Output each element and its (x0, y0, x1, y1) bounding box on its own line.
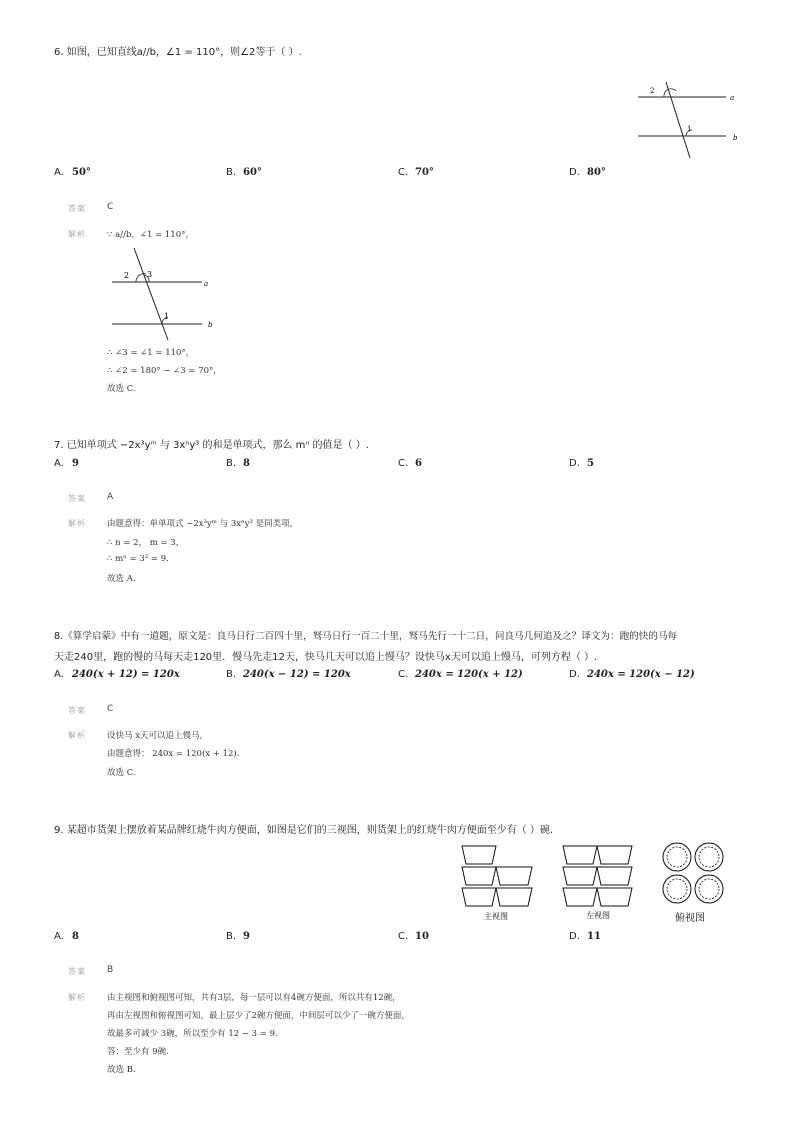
q6-option-b-value: 60° (243, 167, 262, 178)
q9-top-view-label: 俯视图 (675, 913, 705, 924)
q6-analysis-line: ∴ ∠3 = ∠1 = 110°， (107, 348, 195, 358)
q8-option-b-value: 240(x − 12) = 120x (243, 669, 351, 680)
q8-analysis-label: 解析 (68, 731, 86, 740)
q6-angle2-label: 2 (650, 87, 655, 95)
q9-option-b-letter: B. (226, 931, 237, 942)
q9-analysis-line: 故选 B. (107, 1065, 136, 1075)
q6-analysis-label: 解析 (68, 230, 86, 239)
q9-analysis-line: 再由左视图和俯视图可知，最上层少了2碗方便面，中间层可以少了一碗方便面， (107, 1011, 410, 1021)
q9-analysis-line: 由主视图和俯视图可知，共有3层，每一层可以有4碗方便面，所以共有12碗， (107, 993, 401, 1003)
q6-line-b-label: b (733, 134, 738, 142)
q8-option-c-value: 240x = 120(x + 12) (415, 669, 523, 680)
q6-analysis-line: ∴ ∠2 = 180° − ∠3 = 70°， (107, 366, 222, 376)
q9-option-d-letter: D. (569, 931, 580, 942)
q9-option-b-value: 9 (243, 931, 250, 942)
q7-option-b-value: 8 (243, 458, 250, 469)
q8-analysis-line: 由题意得： 240x = 120(x + 12). (107, 749, 240, 759)
q6-analysis-line-a-label: a (204, 280, 209, 288)
q6-analysis-angle2-label: 2 (124, 271, 130, 280)
q6-analysis-angle3-label: 3 (147, 270, 153, 279)
q7-answer-label: 答案 (68, 494, 86, 503)
q8-option-d-letter: D. (569, 669, 580, 680)
q6-analysis-line: 故选 C. (107, 384, 136, 394)
q6-option-a-value: 50° (72, 167, 91, 178)
q6-angle1-label: 1 (687, 125, 692, 133)
q8-analysis-line: 设快马 x天可以追上慢马， (107, 731, 208, 741)
q8-option-b-letter: B. (226, 669, 237, 680)
q7-option-b-letter: B. (226, 458, 237, 469)
q7-option-d-value: 5 (587, 458, 594, 469)
q6-analysis-line: ∵ a//b，∠1 = 110°， (107, 230, 194, 240)
q7-analysis-label: 解析 (68, 519, 86, 528)
q9-front-view-label: 主视图 (484, 912, 508, 921)
q8-option-a-value: 240(x + 12) = 120x (72, 669, 180, 680)
q8-stem-line1: 8.《算学启蒙》中有一道题，原文是：良马日行二百四十里，驽马日行一百二十里，驽马先行一十二日，问良马几何追及之？译文为：跑的快的马每 (54, 631, 678, 642)
q8-stem-line2: 天走240里，跑的慢的马每天走120里．慢马先走12天，快马几天可以追上慢马？设快马x天可以追上慢马，可列方程（ ）. (54, 652, 598, 663)
q6-analysis-angle1-label: 1 (164, 312, 170, 321)
q9-option-d-value: 11 (587, 931, 601, 942)
q6-analysis-line-b-label: b (208, 321, 213, 329)
q9-answer: B (107, 965, 114, 975)
q7-option-c-value: 6 (415, 458, 422, 469)
q7-analysis-line: ∴ n = 2， m = 3， (107, 538, 185, 548)
q7-option-a-letter: A. (54, 458, 64, 469)
q6-option-b-letter: B. (226, 167, 237, 178)
q9-option-c-letter: C. (398, 931, 409, 942)
q6-parallel-lines-figure (628, 78, 748, 162)
q6-answer-label: 答案 (68, 204, 86, 213)
q9-top-view-figure (660, 841, 726, 907)
q8-analysis-line: 故选 C. (107, 768, 136, 778)
q9-left-view-label: 左视图 (586, 911, 610, 920)
q6-option-d-letter: D. (569, 167, 580, 178)
q6-option-d-value: 80° (587, 167, 606, 178)
q6-option-c-value: 70° (415, 167, 434, 178)
q9-option-a-value: 8 (72, 931, 79, 942)
q7-option-c-letter: C. (398, 458, 409, 469)
q9-stem: 9. 某超市货架上摆放着某品牌红烧牛肉方便面，如图是它们的三视图，则货架上的红烧牛肉方便面至少有（ ）碗. (54, 825, 554, 836)
q9-front-view-figure (458, 843, 536, 909)
q7-option-d-letter: D. (569, 458, 580, 469)
q6-analysis-figure (108, 244, 220, 342)
q9-analysis-line: 故最多可减少 3碗，所以至少有 12 − 3 = 9. (107, 1029, 278, 1039)
q8-answer-label: 答案 (68, 706, 86, 715)
q9-analysis-label: 解析 (68, 993, 86, 1002)
q9-analysis-line: 答：至少有 9碗. (107, 1047, 169, 1057)
q7-option-a-value: 9 (72, 458, 79, 469)
q6-option-c-letter: C. (398, 167, 409, 178)
q9-left-view-figure (560, 843, 636, 909)
q9-option-a-letter: A. (54, 931, 64, 942)
q8-option-c-letter: C. (398, 669, 409, 680)
q7-analysis-line: 由题意得：单单项式 −2x³yᵐ 与 3xⁿy³ 是同类项， (107, 519, 299, 529)
q7-stem: 7. 已知单项式 −2x³yᵐ 与 3xⁿy³ 的和是单项式，那么 mⁿ 的值是（ ）. (54, 440, 369, 451)
q7-analysis-line: ∴ mⁿ = 3² = 9. (107, 554, 169, 564)
q6-answer: C (107, 202, 114, 212)
q7-answer: A (107, 492, 114, 502)
q6-stem: 6. 如图，已知直线a//b，∠1 = 110°，则∠2等于（ ）. (54, 47, 302, 58)
q8-option-d-value: 240x = 120(x − 12) (587, 669, 695, 680)
q8-option-a-letter: A. (54, 669, 64, 680)
q6-option-a-letter: A. (54, 167, 64, 178)
q6-line-a-label: a (730, 94, 735, 102)
q7-analysis-line: 故选 A. (107, 574, 136, 584)
q9-answer-label: 答案 (68, 967, 86, 976)
q8-answer: C (107, 704, 114, 714)
q9-option-c-value: 10 (415, 931, 429, 942)
